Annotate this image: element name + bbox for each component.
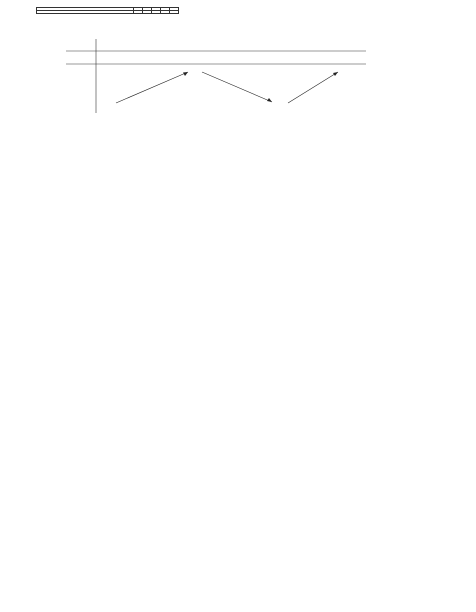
- vt-arrow-up-1: [116, 72, 188, 103]
- question-6: [6, 27, 470, 35]
- answer-option-d[interactable]: [354, 117, 470, 125]
- answer-option-b[interactable]: [122, 16, 238, 24]
- answer-options: [6, 16, 470, 24]
- answer-option-c[interactable]: [238, 16, 354, 24]
- table-cell: [170, 11, 179, 14]
- answer-option-a[interactable]: [6, 27, 122, 35]
- frequency-table: [36, 7, 179, 14]
- variation-table: [66, 39, 470, 115]
- table-cell: [134, 11, 143, 14]
- question-5: [6, 7, 470, 24]
- answer-option-a[interactable]: [6, 117, 122, 125]
- table-cell: [143, 11, 152, 14]
- answer-option-b[interactable]: [122, 27, 238, 35]
- vt-arrow-down: [202, 72, 272, 102]
- answer-option-a[interactable]: [6, 16, 122, 24]
- answer-option-c[interactable]: [238, 117, 354, 125]
- table-row: [37, 11, 179, 14]
- answer-option-b[interactable]: [122, 117, 238, 125]
- answer-option-d[interactable]: [354, 27, 470, 35]
- answer-options: [6, 27, 470, 35]
- vt-arrow-up-2: [288, 72, 338, 103]
- table-header-cell: [37, 11, 134, 14]
- variation-table-graphic: [66, 39, 366, 113]
- answer-options: [6, 117, 470, 125]
- table-cell: [161, 11, 170, 14]
- answer-option-c[interactable]: [238, 27, 354, 35]
- answer-option-d[interactable]: [354, 16, 470, 24]
- question-7: [6, 39, 470, 126]
- table-cell: [152, 11, 161, 14]
